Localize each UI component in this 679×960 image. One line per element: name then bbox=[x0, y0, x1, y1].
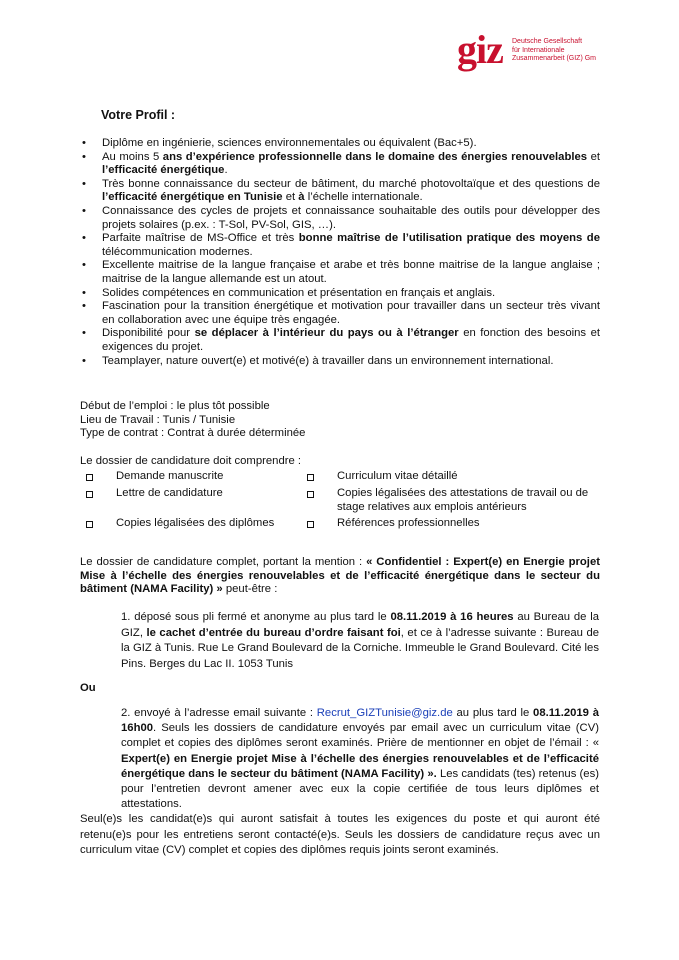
job-location: Lieu de Travail : Tunis / Tunisie bbox=[80, 413, 236, 426]
option2-details bbox=[121, 707, 599, 810]
text-run: et bbox=[282, 191, 299, 204]
bold-text-run: Expert(e) en Energie projet Mise à l’échelle des énergies renouvelables et de l’efficacité énergétique dans le secteur du bâtiment (NAMA Facility) ». bbox=[121, 752, 599, 780]
text-run: Disponibilité pour bbox=[102, 327, 195, 340]
profile-title: Votre Profil : bbox=[101, 108, 176, 122]
text-run: Fascination pour la transition énergétique et motivation pour travailler dans un secteur très vivant en collaboration avec une équipe très engagée. bbox=[102, 300, 600, 326]
text-run: Connaissance des cycles de projets et connaissance souhaitable des outils pour développer des projets solaires (p.ex. : T-Sol, PV-Sol, GIS, …). bbox=[102, 204, 600, 231]
text-run: et bbox=[587, 150, 600, 163]
text-run: Excellente maitrise de la langue française et arabe et très bonne maitrise de la langue anglaise ; maitrise de la langue allemande est un atout. bbox=[102, 259, 600, 285]
closing-paragraph: Seul(e)s les candidat(e)s qui auront satisfait à toutes les exigences du poste et qui auront été retenu(e)s pour les entretiens seront contacté(e)s. Seuls les dossiers de candidature reçus avec un curriculum vitae (CV) complet et copies des diplômes requis joints seront examinés. bbox=[80, 813, 600, 857]
text-run: au Bureau de la GIZ, bbox=[121, 611, 599, 639]
bold-text-run: « Confidentiel : Expert(e) en Energie projet Mise à l’échelle des énergies renouvelables et de l’efficacité énergétique dans le secteur du bâtiment (NAMA Facility) » bbox=[80, 556, 600, 596]
text-run: en fonction des besoins et exigences du projet. bbox=[102, 327, 600, 353]
checklist-item-label: Copies légalisées des diplômes bbox=[116, 517, 275, 529]
text-run: Au moins 5 bbox=[102, 150, 163, 163]
text-run: Le dossier de candidature complet, portant la mention : bbox=[80, 556, 367, 568]
logo-line: für Internationale bbox=[512, 46, 565, 54]
checklist-item-label: Références professionnelles bbox=[337, 517, 480, 529]
bold-text-run: se déplacer à l’intérieur du pays ou à l’étranger bbox=[194, 327, 459, 340]
text-run: peut-être : bbox=[222, 583, 278, 596]
bold-text-run: l’efficacité énergétique en Tunisie bbox=[102, 191, 283, 204]
giz-logo-text bbox=[512, 38, 596, 64]
bold-text-run: 08.11.2019 à 16h00 bbox=[121, 707, 599, 735]
bold-text-run: à bbox=[298, 191, 305, 204]
checkbox-icon bbox=[307, 521, 314, 528]
text-run: . bbox=[224, 164, 228, 177]
requirement-item bbox=[80, 287, 600, 301]
checklist-item-label: Lettre de candidature bbox=[116, 487, 223, 499]
requirements-list bbox=[80, 137, 600, 368]
email-link[interactable]: Recrut_GIZTunisie@giz.de bbox=[316, 707, 453, 719]
checklist-item-label: Demande manuscrite bbox=[116, 470, 224, 482]
requirement-item bbox=[80, 151, 600, 178]
option2-prefix: 2. envoyé à l’adresse email suivante : bbox=[121, 707, 317, 719]
bold-text-run: le cachet d’entrée du bureau d’ordre faisant foi bbox=[146, 626, 401, 639]
requirement-item bbox=[80, 327, 600, 354]
checkbox-icon bbox=[307, 491, 314, 498]
giz-logo bbox=[457, 27, 617, 74]
giz-logo-mark: giz bbox=[457, 27, 503, 72]
text-run: Solides compétences en communication et présentation en français et anglais. bbox=[102, 286, 496, 299]
checkbox-icon bbox=[307, 474, 314, 481]
submission-option-email bbox=[121, 706, 599, 812]
requirement-item bbox=[80, 355, 600, 369]
job-info bbox=[80, 400, 305, 441]
text-run: l’échelle internationale. bbox=[304, 191, 423, 204]
text-run: au plus tard le bbox=[452, 707, 534, 719]
checkbox-icon bbox=[86, 521, 93, 528]
dossier-intro: Le dossier de candidature doit comprendre : bbox=[80, 455, 302, 467]
checkbox-icon bbox=[86, 491, 93, 498]
text-run: Teamplayer, nature ouvert(e) et motivé(e) à travailler dans un environnement international. bbox=[102, 354, 554, 367]
or-label: Ou bbox=[80, 682, 96, 694]
text-run: Les candidats (tes) retenus (es) pour l’entretien devront amener avec eux la copie certifiée de tous leurs diplômes et attestations. bbox=[121, 767, 599, 811]
text-run: Très bonne connaissance du secteur de bâtiment, du marché photovoltaïque et des questions de bbox=[102, 177, 600, 190]
bold-text-run: 08.11.2019 à 16 heures bbox=[390, 611, 514, 623]
checklist-item-label: Copies légalisées des attestations de travail ou de stage relatives aux emplois antérieurs bbox=[337, 487, 589, 513]
requirement-item bbox=[80, 205, 600, 232]
job-start: Début de l’emploi : le plus tôt possible bbox=[80, 400, 270, 412]
text-run: Diplôme en ingénierie, sciences environnementales ou équivalent (Bac+5). bbox=[102, 137, 477, 149]
text-run: télécommunication modernes. bbox=[102, 245, 253, 258]
requirement-item bbox=[80, 232, 600, 259]
text-run: Parfaite maîtrise de MS-Office et très bbox=[102, 232, 299, 245]
text-run: 1. déposé sous pli fermé et anonyme au plus tard le bbox=[121, 611, 391, 623]
bold-text-run: bonne maîtrise de l’utilisation pratique des moyens de bbox=[298, 232, 600, 245]
logo-line: Zusammenarbeit (GIZ) Gm bbox=[512, 55, 597, 62]
checklist-item-label: Curriculum vitae détaillé bbox=[337, 470, 458, 482]
requirement-item bbox=[80, 259, 600, 286]
requirement-item bbox=[80, 137, 600, 151]
requirement-item bbox=[80, 178, 600, 205]
bold-text-run: l’efficacité énergétique bbox=[102, 164, 225, 177]
checkbox-icon bbox=[86, 474, 93, 481]
job-contract: Type de contrat : Contrat à durée déterminée bbox=[80, 427, 306, 440]
text-run: , et ce à l’adresse suivante : Bureau de la GIZ à Tunis. Rue Le Grand Boulevard de la Corniche. Immeuble le Grand Boulevard. Cité les Pins. Berges du Lac II. 1053 Tunis bbox=[121, 626, 600, 670]
requirement-item bbox=[80, 300, 600, 327]
submission-intro bbox=[80, 556, 600, 597]
submission-option-deposit bbox=[121, 610, 599, 672]
text-run: . Seuls les dossiers de candidature envoyés par email avec un curriculum vitae (CV) complet et copies des diplômes seront examinés. Prière de mentionner en objet de l’émail : « bbox=[121, 722, 599, 750]
logo-line: Deutsche Gesellschaft bbox=[512, 38, 583, 45]
bold-text-run: ans d’expérience professionnelle dans le domaine des énergies renouvelables bbox=[162, 150, 588, 163]
